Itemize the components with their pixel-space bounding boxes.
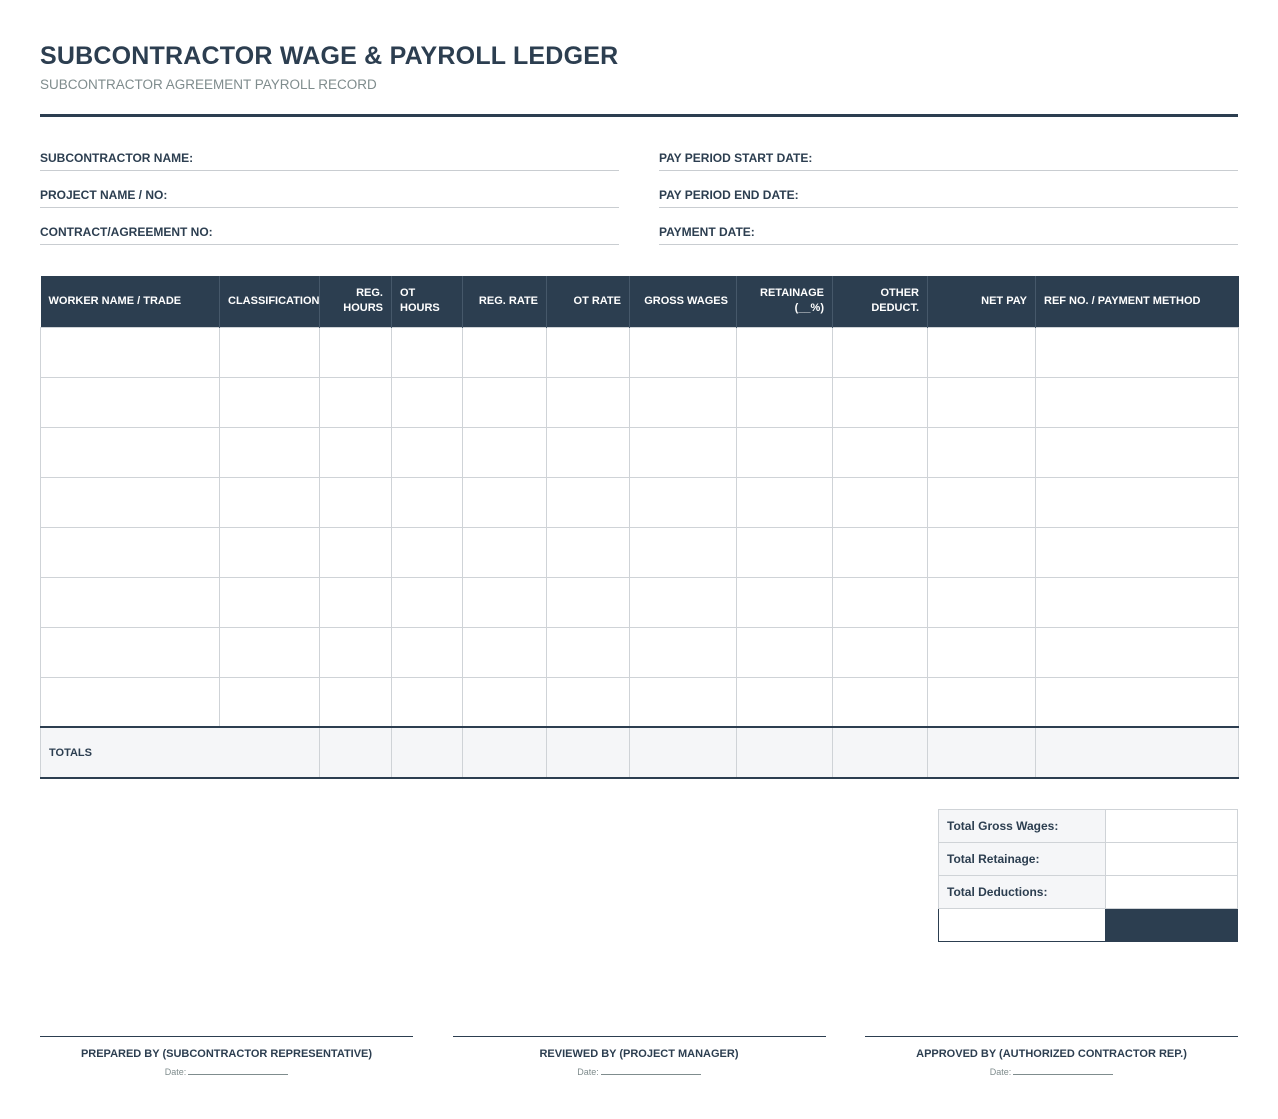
table-row <box>41 627 1239 677</box>
col-header-worker: WORKER NAME / TRADE <box>41 276 220 327</box>
date-line[interactable] <box>601 1074 701 1075</box>
signature-block-approved[interactable] <box>865 1036 1238 1077</box>
table-cell[interactable] <box>220 527 320 577</box>
totals-cell[interactable] <box>630 727 737 778</box>
summary-row <box>939 876 1238 909</box>
table-cell[interactable] <box>833 577 928 627</box>
table-cell[interactable] <box>320 377 392 427</box>
total-deductions-value[interactable] <box>1106 876 1238 909</box>
table-cell[interactable] <box>547 677 630 727</box>
table-cell[interactable] <box>392 627 463 677</box>
summary-net-value[interactable] <box>1106 909 1238 942</box>
table-cell[interactable] <box>630 377 737 427</box>
table-cell[interactable] <box>928 677 1036 727</box>
col-header-reg-rate: REG. RATE <box>463 276 547 327</box>
table-cell[interactable] <box>220 327 320 377</box>
table-cell[interactable] <box>833 377 928 427</box>
table-cell[interactable] <box>41 577 220 627</box>
table-cell[interactable] <box>41 627 220 677</box>
table-cell[interactable] <box>463 477 547 527</box>
payroll-ledger-page <box>40 40 1238 1077</box>
signature-date: Date: <box>40 1067 413 1077</box>
table-cell[interactable] <box>737 577 833 627</box>
table-cell[interactable] <box>1036 377 1239 427</box>
table-cell[interactable] <box>547 427 630 477</box>
table-cell[interactable] <box>737 527 833 577</box>
table-cell[interactable] <box>928 627 1036 677</box>
table-cell[interactable] <box>833 427 928 477</box>
payroll-table <box>40 276 1239 779</box>
table-cell[interactable] <box>41 677 220 727</box>
contract-no-field[interactable]: CONTRACT/AGREEMENT NO: <box>40 217 619 245</box>
summary-label: Total Deductions: <box>939 876 1106 909</box>
table-cell[interactable] <box>928 527 1036 577</box>
table-cell[interactable] <box>41 477 220 527</box>
table-cell[interactable] <box>392 677 463 727</box>
col-header-retainage: RETAINAGE (__%) <box>737 276 833 327</box>
col-header-gross-wages: GROSS WAGES <box>630 276 737 327</box>
col-header-net-pay: NET PAY <box>928 276 1036 327</box>
table-cell[interactable] <box>630 527 737 577</box>
table-cell[interactable] <box>41 527 220 577</box>
summary-net-label[interactable] <box>939 909 1106 942</box>
table-cell[interactable] <box>833 527 928 577</box>
title-divider <box>40 114 1238 117</box>
summary-row <box>939 810 1238 843</box>
table-row <box>41 477 1239 527</box>
subcontractor-name-field[interactable]: SUBCONTRACTOR NAME: <box>40 143 619 171</box>
table-cell[interactable] <box>463 577 547 627</box>
table-cell[interactable] <box>737 627 833 677</box>
header-fields-left <box>40 143 619 254</box>
table-cell[interactable] <box>320 627 392 677</box>
table-cell[interactable] <box>392 527 463 577</box>
summary-label: Total Retainage: <box>939 843 1106 876</box>
table-cell[interactable] <box>833 477 928 527</box>
totals-cell[interactable] <box>928 727 1036 778</box>
signature-section <box>40 1036 1238 1077</box>
table-cell[interactable] <box>220 477 320 527</box>
table-cell[interactable] <box>630 577 737 627</box>
date-line[interactable] <box>188 1074 288 1075</box>
table-cell[interactable] <box>547 527 630 577</box>
signature-date: Date: <box>865 1067 1238 1077</box>
table-cell[interactable] <box>737 477 833 527</box>
date-line[interactable] <box>1013 1074 1113 1075</box>
table-cell[interactable] <box>41 327 220 377</box>
table-cell[interactable] <box>833 677 928 727</box>
total-retainage-value[interactable] <box>1106 843 1238 876</box>
table-cell[interactable] <box>41 377 220 427</box>
table-cell[interactable] <box>547 477 630 527</box>
col-header-ot-rate: OT RATE <box>547 276 630 327</box>
table-cell[interactable] <box>630 477 737 527</box>
table-row <box>41 377 1239 427</box>
table-cell[interactable] <box>463 377 547 427</box>
header-fields-right <box>659 143 1238 254</box>
table-cell[interactable] <box>1036 527 1239 577</box>
table-cell[interactable] <box>547 327 630 377</box>
table-cell[interactable] <box>737 377 833 427</box>
table-cell[interactable] <box>392 477 463 527</box>
table-cell[interactable] <box>320 477 392 527</box>
table-row <box>41 427 1239 477</box>
table-cell[interactable] <box>833 327 928 377</box>
table-cell[interactable] <box>630 427 737 477</box>
table-cell[interactable] <box>547 627 630 677</box>
totals-cell[interactable] <box>463 727 547 778</box>
table-cell[interactable] <box>320 427 392 477</box>
table-cell[interactable] <box>928 327 1036 377</box>
table-cell[interactable] <box>737 427 833 477</box>
table-cell[interactable] <box>1036 427 1239 477</box>
summary-net-row <box>939 909 1238 942</box>
pay-period-start-field[interactable]: PAY PERIOD START DATE: <box>659 143 1238 171</box>
table-cell[interactable] <box>1036 677 1239 727</box>
table-cell[interactable] <box>220 577 320 627</box>
signature-block-reviewed[interactable] <box>453 1036 826 1077</box>
table-row <box>41 327 1239 377</box>
table-cell[interactable] <box>463 427 547 477</box>
table-cell[interactable] <box>392 427 463 477</box>
payment-date-field[interactable]: PAYMENT DATE: <box>659 217 1238 245</box>
summary-label: Total Gross Wages: <box>939 810 1106 843</box>
table-cell[interactable] <box>833 627 928 677</box>
table-cell[interactable] <box>1036 477 1239 527</box>
signature-title: PREPARED BY (SUBCONTRACTOR REPRESENTATIVE) <box>80 1048 373 1060</box>
table-cell[interactable] <box>320 677 392 727</box>
col-header-ot-hours: OT HOURS <box>392 276 463 327</box>
table-cell[interactable] <box>220 627 320 677</box>
totals-cell[interactable] <box>392 727 463 778</box>
signature-title: APPROVED BY (AUTHORIZED CONTRACTOR REP.) <box>916 1048 1187 1060</box>
totals-row <box>41 727 1239 778</box>
pay-period-end-field[interactable]: PAY PERIOD END DATE: <box>659 180 1238 208</box>
table-cell[interactable] <box>928 577 1036 627</box>
table-cell[interactable] <box>928 427 1036 477</box>
table-cell[interactable] <box>1036 627 1239 677</box>
col-header-reg-hours: REG. HOURS <box>320 276 392 327</box>
document-subtitle: SUBCONTRACTOR AGREEMENT PAYROLL RECORD <box>40 77 377 92</box>
table-cell[interactable] <box>320 577 392 627</box>
table-cell[interactable] <box>41 427 220 477</box>
table-cell[interactable] <box>737 327 833 377</box>
summary-row <box>939 843 1238 876</box>
table-cell[interactable] <box>630 627 737 677</box>
table-cell[interactable] <box>220 377 320 427</box>
table-cell[interactable] <box>392 327 463 377</box>
header-fields <box>40 143 1238 254</box>
table-header-row <box>41 276 1239 327</box>
table-cell[interactable] <box>320 527 392 577</box>
table-cell[interactable] <box>630 677 737 727</box>
col-header-other-deduct: OTHER DEDUCT. <box>833 276 928 327</box>
table-cell[interactable] <box>463 627 547 677</box>
project-name-field[interactable]: PROJECT NAME / NO: <box>40 180 619 208</box>
table-cell[interactable] <box>463 327 547 377</box>
table-cell[interactable] <box>463 677 547 727</box>
table-cell[interactable] <box>928 477 1036 527</box>
summary-table <box>938 809 1238 942</box>
total-gross-wages-value[interactable] <box>1106 810 1238 843</box>
totals-cell[interactable] <box>1036 727 1239 778</box>
totals-cell[interactable] <box>833 727 928 778</box>
totals-cell[interactable] <box>737 727 833 778</box>
table-row <box>41 677 1239 727</box>
table-cell[interactable] <box>547 577 630 627</box>
totals-cell[interactable] <box>320 727 392 778</box>
totals-cell[interactable] <box>547 727 630 778</box>
table-cell[interactable] <box>392 377 463 427</box>
table-body <box>41 327 1239 727</box>
table-cell[interactable] <box>737 677 833 727</box>
table-row <box>41 527 1239 577</box>
signature-date: Date: <box>453 1067 826 1077</box>
table-cell[interactable] <box>1036 327 1239 377</box>
table-cell[interactable] <box>1036 577 1239 627</box>
signature-block-prepared[interactable] <box>40 1036 413 1077</box>
table-cell[interactable] <box>220 427 320 477</box>
col-header-classification: CLASSIFICATION <box>220 276 320 327</box>
table-row <box>41 577 1239 627</box>
table-cell[interactable] <box>320 327 392 377</box>
table-cell[interactable] <box>220 677 320 727</box>
table-cell[interactable] <box>392 577 463 627</box>
col-header-ref-no: REF NO. / PAYMENT METHOD <box>1036 276 1239 327</box>
table-cell[interactable] <box>463 527 547 577</box>
document-title: SUBCONTRACTOR WAGE & PAYROLL LEDGER <box>40 42 619 70</box>
table-cell[interactable] <box>928 377 1036 427</box>
table-cell[interactable] <box>547 377 630 427</box>
signature-title: REVIEWED BY (PROJECT MANAGER) <box>539 1048 739 1060</box>
totals-label: TOTALS <box>41 727 320 778</box>
table-cell[interactable] <box>630 327 737 377</box>
